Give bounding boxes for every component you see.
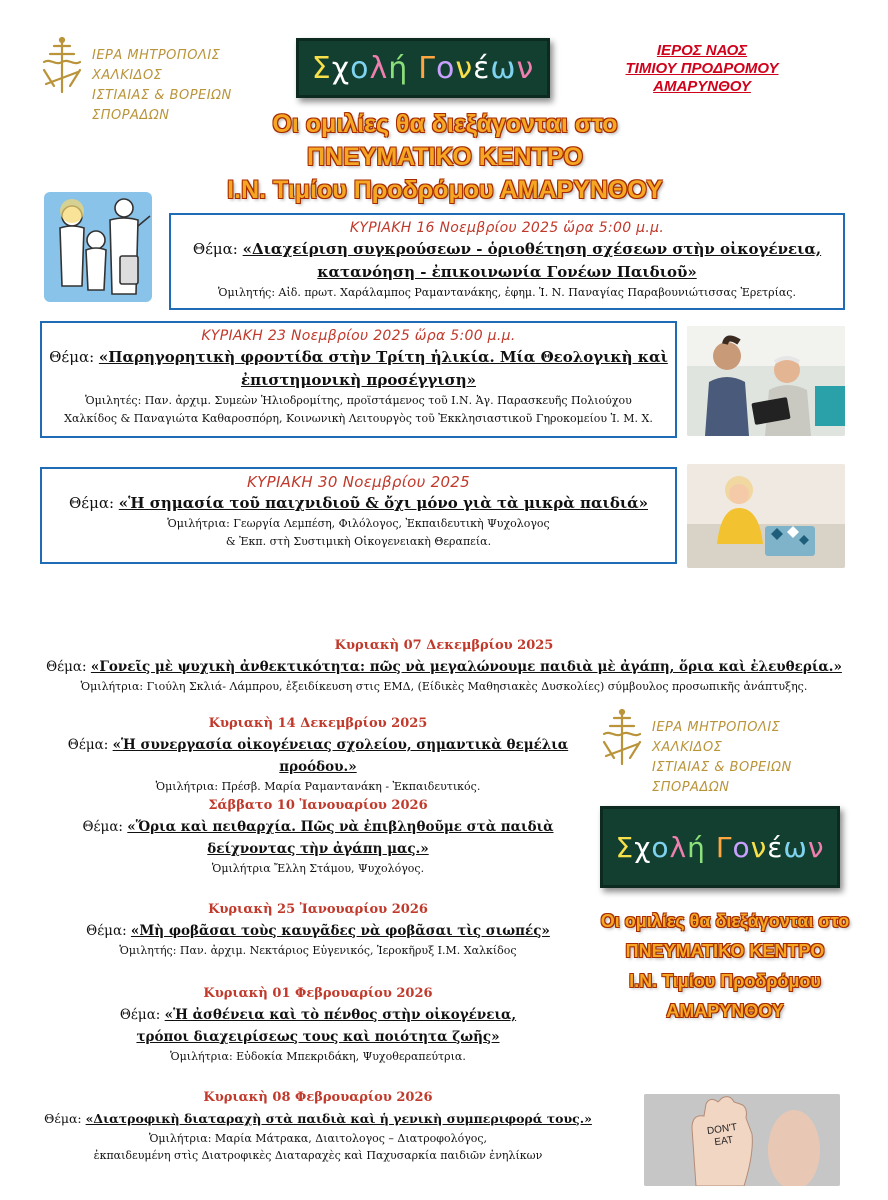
event-speaker-line1: Ὁμιλήτρια: Γεωργία Λεμπέση, Φιλόλογος, Ἐκπαιδευτικὴ Ψυχολογος <box>167 517 550 530</box>
event-date: Σάββατο 10 Ἰανουαρίου 2026 <box>208 798 428 813</box>
topic-title-line1: «Μὴ φοβᾶσαι τοὺς καυγᾶδες νὰ φοβᾶσαι τὶς σιωπές» <box>130 923 550 939</box>
child-playing-photo <box>687 464 845 568</box>
child-toys-photo-icon <box>687 464 845 568</box>
metropolis-name-line2: ΙΣΤΙΑΙΑΣ & ΒΟΡΕΙΩΝ ΣΠΟΡΑΔΩΝ <box>92 88 232 123</box>
event-date: Κυριακὴ 14 Δεκεμβρίου 2025 <box>208 716 428 731</box>
venue-heading <box>100 108 790 207</box>
sign-text-line2: EAT <box>713 1134 734 1149</box>
sign-text-line1: DON'T <box>706 1122 738 1138</box>
event-date: ΚΥΡΙΑΚΗ 23 Νοεμβρίου 2025 ὥρα 5:00 μ.μ. <box>201 328 516 344</box>
event-date: Κυριακὴ 08 Φεβρουαρίου 2026 <box>203 1090 433 1105</box>
topic-title-line2: ἐπιστημονικὴ προσέγγιση» <box>241 371 476 389</box>
family-illustration <box>38 186 158 306</box>
metropolis-name-line2: ΙΣΤΙΑΙΑΣ & ΒΟΡΕΙΩΝ ΣΠΟΡΑΔΩΝ <box>652 760 792 795</box>
school-name: Σχολή Γονέων <box>615 830 825 864</box>
caregiver-photo <box>687 326 845 436</box>
topic-title-line1: «Ἡ ἀσθένεια καὶ τὸ πένθος στὴν οἰκογένεια, <box>164 1007 517 1023</box>
event-topic-cont <box>42 369 675 392</box>
metropolis-logo-side <box>598 708 848 795</box>
event-topic <box>42 346 675 369</box>
topic-label: Θέμα: <box>46 659 91 675</box>
topic-label: Θέμα: <box>44 1111 86 1126</box>
event-date: ΚΥΡΙΑΚΗ 30 Νοεμβρίου 2025 <box>247 473 470 491</box>
church-title <box>596 42 808 96</box>
event-item-2 <box>40 714 596 795</box>
topic-label: Θέμα: <box>49 348 99 366</box>
topic-title-line2: κατανόηση - ἐπικοινωνία Γονέων Παιδιοῦ» <box>317 263 697 281</box>
school-logo-board <box>296 38 550 98</box>
topic-title-line1: «Διαχείριση συγκρούσεων - ὁριοθέτηση σχέσεων στὴν οἰκογένεια, <box>242 240 822 258</box>
church-title-line2: ΤΙΜΙΟΥ ΠΡΟΔΡΟΜΟΥ <box>625 60 779 77</box>
topic-label: Θέμα: <box>67 737 113 753</box>
event-topic-cont <box>171 261 843 284</box>
church-title-line3: ΑΜΑΡΥΝΘΟΥ <box>653 78 751 95</box>
venue-line1: Οι ομιλίες θα διεξάγονται στο <box>272 110 618 138</box>
event-date: Κυριακὴ 01 Φεβρουαρίου 2026 <box>203 986 433 1001</box>
topic-title-line2: τρόποι διαχειρίσεως τους καὶ ποιότητα ζωῆς» <box>136 1029 500 1045</box>
topic-title-line1: «Γονεῖς μὲ ψυχικὴ ἀνθεκτικότητα: πῶς νὰ μεγαλώνουμε παιδιὰ μὲ ἀγάπη, ὅρια καὶ ἐλευθερία.» <box>90 659 842 675</box>
school-name: Σχολή Γονέων <box>311 50 535 86</box>
event-speaker-line2: ἐκπαιδευμένη στὶς Διατροφικὲς Διαταραχὲς καὶ Παχυσαρκία παιδιῶν ἐνηλίκων <box>93 1149 543 1162</box>
event-speaker-line1: Ὁμιλητές: Παν. ἀρχιμ. Συμεὼν Ἡλιοδρομίτης, προϊστάμενος τοῦ Ι.Ν. Ἁγ. Παρασκευῆς Πολιούχου <box>85 394 632 407</box>
event-date: Κυριακὴ 07 Δεκεμβρίου 2025 <box>334 638 554 653</box>
dont-eat-photo <box>644 1094 840 1186</box>
event-topic <box>171 238 843 261</box>
topic-label: Θέμα: <box>119 1007 165 1023</box>
event-speaker: Ὁμιλητής: Παν. ἀρχιμ. Νεκτάριος Εὐγενικός, Ἱεροκῆρυξ Ι.Μ. Χαλκίδος <box>119 944 517 957</box>
event-topic <box>40 734 596 778</box>
venue-line2: ΠΝΕΥΜΑΤΙΚΟ ΚΕΝΤΡΟ <box>307 143 583 171</box>
event-topic <box>40 1108 596 1130</box>
topic-title-line1: «Ἡ συνεργασία οἰκογένειας σχολείου, σημαντικὰ θεμέλια προόδου.» <box>112 737 569 775</box>
event-item-4 <box>40 900 596 959</box>
event-item-5 <box>40 984 596 1065</box>
topic-title-line2: δείχνοντας τὴν ἀγάπη μας.» <box>207 841 429 857</box>
event-speaker: Ὁμιλητής: Αἰδ. πρωτ. Χαράλαμπος Ραμαντανάκης, ἐφημ. Ἱ. Ν. Παναγίας Παραβουνιώτισσας Ἐρετρίας. <box>218 286 796 299</box>
event-date: ΚΥΡΙΑΚΗ 16 Νοεμβρίου 2025 ὥρα 5:00 μ.μ. <box>349 220 665 236</box>
venue-line3: Ι.Ν. Τιμίου Προδρόμου <box>629 971 821 991</box>
event-item-3 <box>40 796 596 877</box>
event-topic <box>40 1004 596 1026</box>
topic-label: Θέμα: <box>86 923 131 939</box>
topic-title-line1: «Ἡ σημασία τοῦ παιχνιδιοῦ & ὄχι μόνο γιὰ τὰ μικρὰ παιδιά» <box>118 494 648 512</box>
church-title-line1: ΙΕΡΟΣ ΝΑΟΣ <box>656 42 748 59</box>
event-topic <box>42 492 675 515</box>
event-speaker: Ὁμιλήτρια Ἔλλη Στάμου, Ψυχολόγος. <box>211 862 425 875</box>
venue-line1: Οι ομιλίες θα διεξάγονται στο <box>600 911 850 931</box>
event-date: Κυριακὴ 25 Ἰανουαρίου 2026 <box>208 902 428 917</box>
event-topic <box>40 920 596 942</box>
topic-label: Θέμα: <box>192 240 243 258</box>
family-cartoon-icon <box>38 186 158 306</box>
metropolis-emblem-icon <box>38 36 86 96</box>
event-topic <box>40 816 596 838</box>
venue-heading-side <box>596 906 854 1026</box>
metropolis-emblem-icon <box>598 708 646 768</box>
event-topic-cont <box>40 1026 596 1048</box>
event-item-1 <box>40 636 848 695</box>
metropolis-name-line1: ΙΕΡΑ ΜΗΤΡΟΠΟΛΙΣ ΧΑΛΚΙΔΟΣ <box>652 720 781 755</box>
event-speaker: Ὁμιλήτρια: Εὐδοκία Μπεκριδάκη, Ψυχοθεραπεύτρια. <box>170 1050 466 1063</box>
metropolis-logo <box>38 36 288 123</box>
venue-line3: Ι.Ν. Τιμίου Προδρόμου ΑΜΑΡΥΝΘΟΥ <box>227 176 663 204</box>
school-logo-board-side <box>600 806 840 888</box>
topic-title-line1: «Διατροφικὴ διαταραχὴ στὰ παιδιὰ καὶ ἡ γενικὴ συμπεριφορά τους.» <box>85 1111 592 1126</box>
venue-line4: ΑΜΑΡΥΝΘΟΥ <box>666 1001 784 1021</box>
topic-label: Θέμα: <box>69 494 119 512</box>
event-speaker-line1: Ὁμιλήτρια: Μαρία Μάτρακα, Διαιτολογος – Διατροφολόγος, <box>148 1132 488 1145</box>
event-speaker: Ὁμιλήτρια: Πρέσβ. Μαρία Ραμαντανάκη - Ἐκπαιδευτικός. <box>155 780 481 793</box>
venue-line2: ΠΝΕΥΜΑΤΙΚΟ ΚΕΝΤΡΟ <box>625 941 825 961</box>
event-speaker: Ὁμιλήτρια: Γιούλη Σκλιά- Λάμπρου, ἐξειδίκευση στις ΕΜΔ, (Είδικὲς Μαθησιακὲς Δυσκολίες) σύμβουλος προσωπικῆς ἀνάπτυξης. <box>80 680 808 693</box>
topic-title-line1: «Παρηγορητικὴ φροντίδα στὴν Τρίτη ἡλικία. Μία Θεολογικὴ καὶ <box>98 348 668 366</box>
event-speaker-line2: & Ἐκπ. στὴ Συστιμικὴ Οἰκογενειακὴ Θεραπεία. <box>225 535 492 548</box>
topic-title-line1: «Ὅρια καὶ πειθαρχία. Πῶς νὰ ἐπιβληθοῦμε στὰ παιδιὰ <box>127 819 554 835</box>
event-item-6 <box>40 1088 596 1164</box>
topic-label: Θέμα: <box>82 819 128 835</box>
event-box-1 <box>169 213 845 310</box>
metropolis-name-line1: ΙΕΡΑ ΜΗΤΡΟΠΟΛΙΣ ΧΑΛΚΙΔΟΣ <box>92 48 221 83</box>
event-topic <box>40 656 848 678</box>
event-speaker-line2: Χαλκίδος & Παναγιώτα Καθαροσπόρη, Κοινωνικὴ Λειτουργὸς τοῦ Ἐκκλησιαστικοῦ Γηροκομείου Ἱ. Μ. Χ. <box>64 412 653 425</box>
event-box-2 <box>40 321 677 438</box>
event-box-3 <box>40 467 677 564</box>
elderly-care-photo-icon <box>687 326 845 436</box>
event-topic-cont <box>40 838 596 860</box>
